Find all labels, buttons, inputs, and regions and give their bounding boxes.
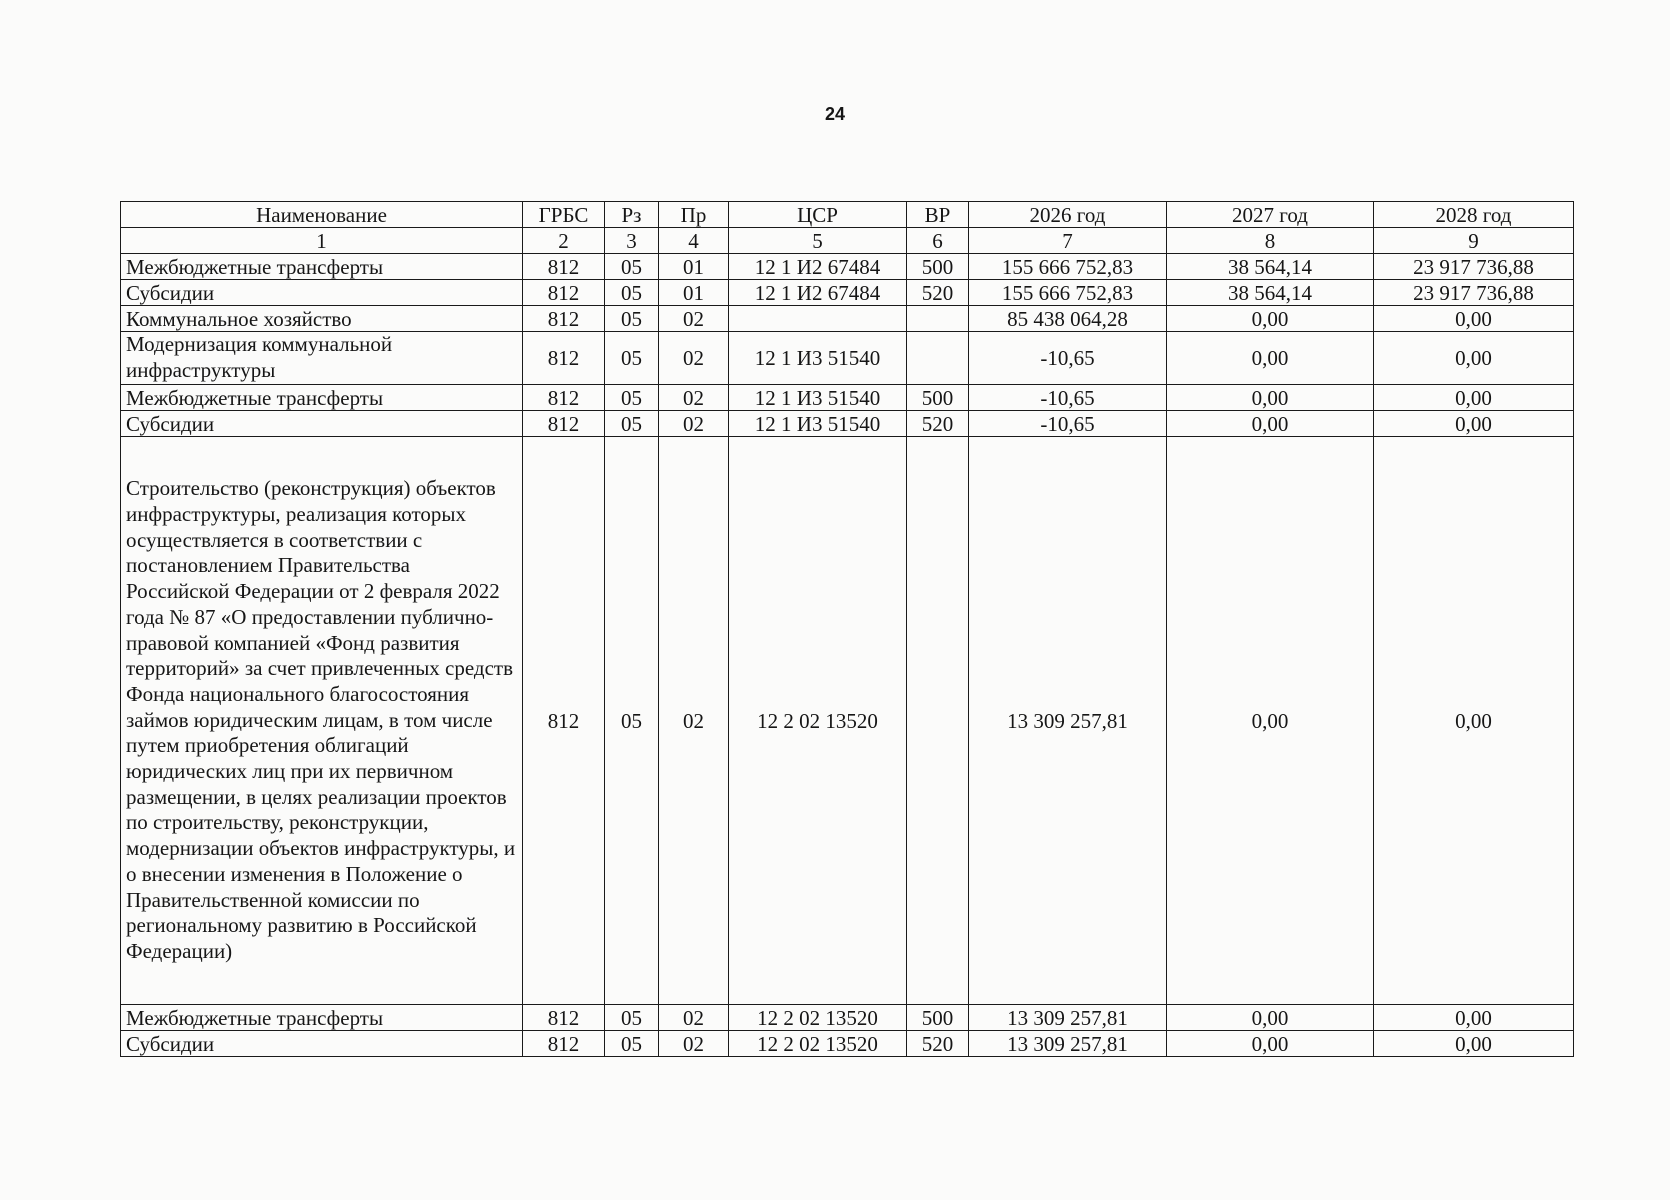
cell-pr: 02 (659, 332, 729, 385)
header-cell-2026: 2026 год (969, 202, 1167, 228)
cell-rz: 05 (605, 1005, 659, 1031)
cell-2027: 38 564,14 (1167, 254, 1374, 280)
cell-vr: 500 (907, 385, 969, 411)
cell-2026: 13 309 257,81 (969, 437, 1167, 1005)
cell-2027: 0,00 (1167, 306, 1374, 332)
cell-2027: 0,00 (1167, 385, 1374, 411)
cell-grbs: 812 (523, 437, 605, 1005)
header-cell-csr: ЦСР (729, 202, 907, 228)
table-row (121, 306, 1574, 332)
cell-vr: 500 (907, 1005, 969, 1031)
cell-rz: 05 (605, 411, 659, 437)
cell-vr (907, 437, 969, 1005)
cell-pr: 01 (659, 254, 729, 280)
cell-2026: 155 666 752,83 (969, 254, 1167, 280)
cell-rz: 05 (605, 437, 659, 1005)
cell-grbs: 812 (523, 280, 605, 306)
cell-pr: 02 (659, 411, 729, 437)
table-row (121, 437, 1574, 1005)
cell-csr: 12 1 И2 67484 (729, 280, 907, 306)
table-row (121, 332, 1574, 385)
table-row (121, 1005, 1574, 1031)
cell-2028: 0,00 (1374, 385, 1574, 411)
cell-rz: 05 (605, 332, 659, 385)
header-row (121, 202, 1574, 228)
cell-2027: 0,00 (1167, 437, 1374, 1005)
cell-pr: 02 (659, 437, 729, 1005)
cell-csr: 12 2 02 13520 (729, 1005, 907, 1031)
table-row (121, 280, 1574, 306)
cell-2027: 0,00 (1167, 1005, 1374, 1031)
header-cell-2027: 2027 год (1167, 202, 1374, 228)
cell-2028: 0,00 (1374, 1005, 1574, 1031)
budget-table (120, 201, 1574, 1057)
cell-2026: -10,65 (969, 332, 1167, 385)
cell-grbs: 812 (523, 306, 605, 332)
header-cell-grbs: ГРБС (523, 202, 605, 228)
cell-2028: 23 917 736,88 (1374, 254, 1574, 280)
cell-vr: 500 (907, 254, 969, 280)
cell-vr: 520 (907, 280, 969, 306)
table-row (121, 1031, 1574, 1057)
cell-rz: 05 (605, 280, 659, 306)
cell-name: Строительство (реконструкция) объектов инфраструктуры, реализация которых осуществляется в соответствии с постановлением Правительства Российской Федерации от 2 февраля 2022 года № 87 «О предоставлении публично-правовой компанией «Фонд развития территорий» за счет привлеченных средств Фонда национального благосостояния займов юридическим лицам, в том числе путем приобретения облигаций юридических лиц при их первичном размещении, в целях реализации проектов по строительству, реконструкции, модернизации объектов инфраструктуры, и о внесении изменения в Положение о Правительственной комиссии по региональному развитию в Российской Федерации) (121, 437, 523, 1005)
cell-2028: 0,00 (1374, 411, 1574, 437)
cell-name: Субсидии (121, 411, 523, 437)
cell-pr: 01 (659, 280, 729, 306)
cell-2028: 0,00 (1374, 332, 1574, 385)
index-cell: 4 (659, 228, 729, 254)
cell-vr (907, 306, 969, 332)
cell-grbs: 812 (523, 411, 605, 437)
table-row (121, 411, 1574, 437)
cell-pr: 02 (659, 1005, 729, 1031)
cell-name: Модернизация коммунальной инфраструктуры (121, 332, 523, 385)
cell-csr (729, 306, 907, 332)
cell-csr: 12 1 И3 51540 (729, 385, 907, 411)
cell-name: Межбюджетные трансферты (121, 385, 523, 411)
table-row (121, 254, 1574, 280)
cell-name: Субсидии (121, 280, 523, 306)
column-index-row (121, 228, 1574, 254)
cell-csr: 12 2 02 13520 (729, 1031, 907, 1057)
index-cell: 3 (605, 228, 659, 254)
cell-rz: 05 (605, 254, 659, 280)
cell-csr: 12 1 И3 51540 (729, 411, 907, 437)
cell-rz: 05 (605, 1031, 659, 1057)
cell-pr: 02 (659, 306, 729, 332)
cell-2027: 0,00 (1167, 411, 1374, 437)
header-cell-rz: Рз (605, 202, 659, 228)
index-cell: 1 (121, 228, 523, 254)
index-cell: 7 (969, 228, 1167, 254)
index-cell: 8 (1167, 228, 1374, 254)
index-cell: 5 (729, 228, 907, 254)
cell-vr: 520 (907, 1031, 969, 1057)
cell-grbs: 812 (523, 385, 605, 411)
cell-2026: 13 309 257,81 (969, 1031, 1167, 1057)
cell-2026: -10,65 (969, 385, 1167, 411)
cell-2028: 0,00 (1374, 306, 1574, 332)
header-cell-pr: Пр (659, 202, 729, 228)
cell-name: Коммунальное хозяйство (121, 306, 523, 332)
cell-name: Субсидии (121, 1031, 523, 1057)
cell-2027: 38 564,14 (1167, 280, 1374, 306)
table-row (121, 385, 1574, 411)
cell-2026: 85 438 064,28 (969, 306, 1167, 332)
cell-grbs: 812 (523, 332, 605, 385)
cell-rz: 05 (605, 385, 659, 411)
cell-2028: 0,00 (1374, 1031, 1574, 1057)
index-cell: 6 (907, 228, 969, 254)
cell-2027: 0,00 (1167, 1031, 1374, 1057)
index-cell: 9 (1374, 228, 1574, 254)
index-cell: 2 (523, 228, 605, 254)
cell-2026: 13 309 257,81 (969, 1005, 1167, 1031)
page-number: 24 (824, 104, 846, 124)
header-cell-name: Наименование (121, 202, 523, 228)
cell-grbs: 812 (523, 254, 605, 280)
cell-csr: 12 2 02 13520 (729, 437, 907, 1005)
cell-2028: 23 917 736,88 (1374, 280, 1574, 306)
cell-vr: 520 (907, 411, 969, 437)
header-cell-vr: ВР (907, 202, 969, 228)
header-cell-2028: 2028 год (1374, 202, 1574, 228)
cell-pr: 02 (659, 385, 729, 411)
cell-csr: 12 1 И2 67484 (729, 254, 907, 280)
cell-csr: 12 1 И3 51540 (729, 332, 907, 385)
cell-2028: 0,00 (1374, 437, 1574, 1005)
cell-grbs: 812 (523, 1005, 605, 1031)
cell-vr (907, 332, 969, 385)
cell-grbs: 812 (523, 1031, 605, 1057)
cell-rz: 05 (605, 306, 659, 332)
cell-2027: 0,00 (1167, 332, 1374, 385)
cell-2026: -10,65 (969, 411, 1167, 437)
cell-name: Межбюджетные трансферты (121, 1005, 523, 1031)
cell-2026: 155 666 752,83 (969, 280, 1167, 306)
cell-name: Межбюджетные трансферты (121, 254, 523, 280)
cell-pr: 02 (659, 1031, 729, 1057)
